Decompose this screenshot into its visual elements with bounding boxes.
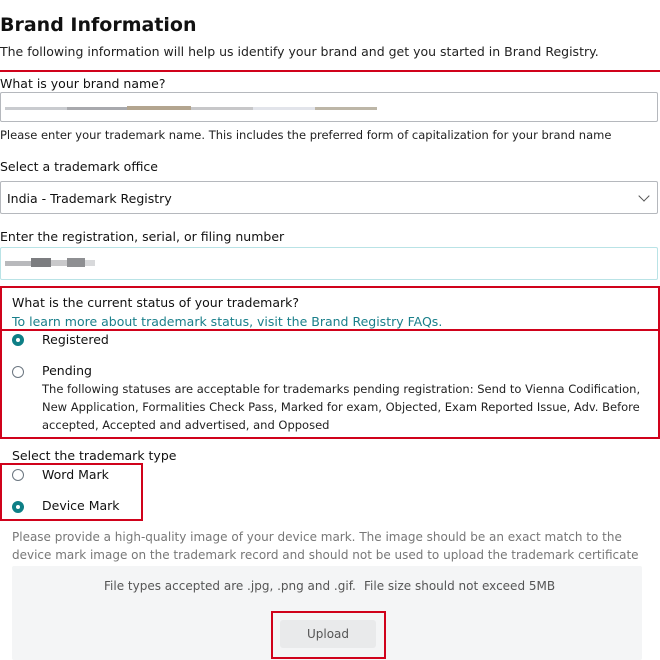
redacted-text [5, 261, 31, 266]
word-mark-radio[interactable] [12, 469, 24, 481]
file-types-text: File types accepted are .jpg, .png and .gif. [104, 579, 356, 593]
registered-label[interactable]: Registered [42, 332, 109, 347]
registration-number-input[interactable] [0, 247, 658, 280]
trademark-office-select[interactable] [0, 181, 658, 214]
device-mark-label[interactable]: Device Mark [42, 498, 120, 513]
brand-name-input[interactable] [0, 92, 658, 122]
redacted-text [253, 107, 315, 110]
redacted-text [315, 107, 377, 110]
redacted-text [191, 107, 253, 110]
highlight-line-top [0, 70, 660, 72]
trademark-office-label: Select a trademark office [0, 159, 158, 174]
file-size-text: File size should not exceed 5MB [364, 579, 556, 593]
brand-name-hint: Please enter your trademark name. This includes the preferred form of capitalization for your brand name [0, 128, 612, 142]
redacted-text [31, 258, 51, 267]
brand-name-label: What is your brand name? [0, 76, 166, 91]
registration-number-label: Enter the registration, serial, or filing number [0, 229, 285, 244]
pending-label[interactable]: Pending [42, 363, 92, 378]
redacted-text [51, 260, 67, 266]
redacted-text [67, 107, 127, 110]
pending-radio[interactable] [12, 366, 24, 378]
page-subtitle: The following information will help us identify your brand and get you started in Brand Registry. [0, 44, 599, 59]
redacted-text [85, 260, 95, 266]
status-label: What is the current status of your trademark? [12, 295, 299, 310]
trademark-office-selected: India - Trademark Registry [7, 191, 172, 206]
page-title: Brand Information [0, 14, 197, 36]
word-mark-label[interactable]: Word Mark [42, 467, 109, 482]
redacted-text [67, 258, 85, 267]
upload-button[interactable]: Upload [280, 620, 376, 648]
registered-radio[interactable] [12, 334, 24, 346]
device-mark-radio[interactable] [12, 501, 24, 513]
chevron-down-icon[interactable] [638, 190, 649, 201]
mark-type-label: Select the trademark type [12, 448, 177, 463]
redacted-text [127, 106, 191, 110]
status-faq-link[interactable]: To learn more about trademark status, visit the Brand Registry FAQs. [12, 314, 443, 329]
device-image-instructions: Please provide a high-quality image of your device mark. The image should be an exact match to the device mark image on the trademark record and should not be used to upload the trademark certificate [12, 530, 639, 562]
pending-description: The following statuses are acceptable for trademarks pending registration: Send to Vienna Codification, New Application, Formalities Check Pass, Marked for exam, Objected, Exam Reported Issue, Adv. Before accepted, Accepted and advertised, and Opposed [42, 382, 641, 432]
redacted-text [5, 107, 67, 110]
